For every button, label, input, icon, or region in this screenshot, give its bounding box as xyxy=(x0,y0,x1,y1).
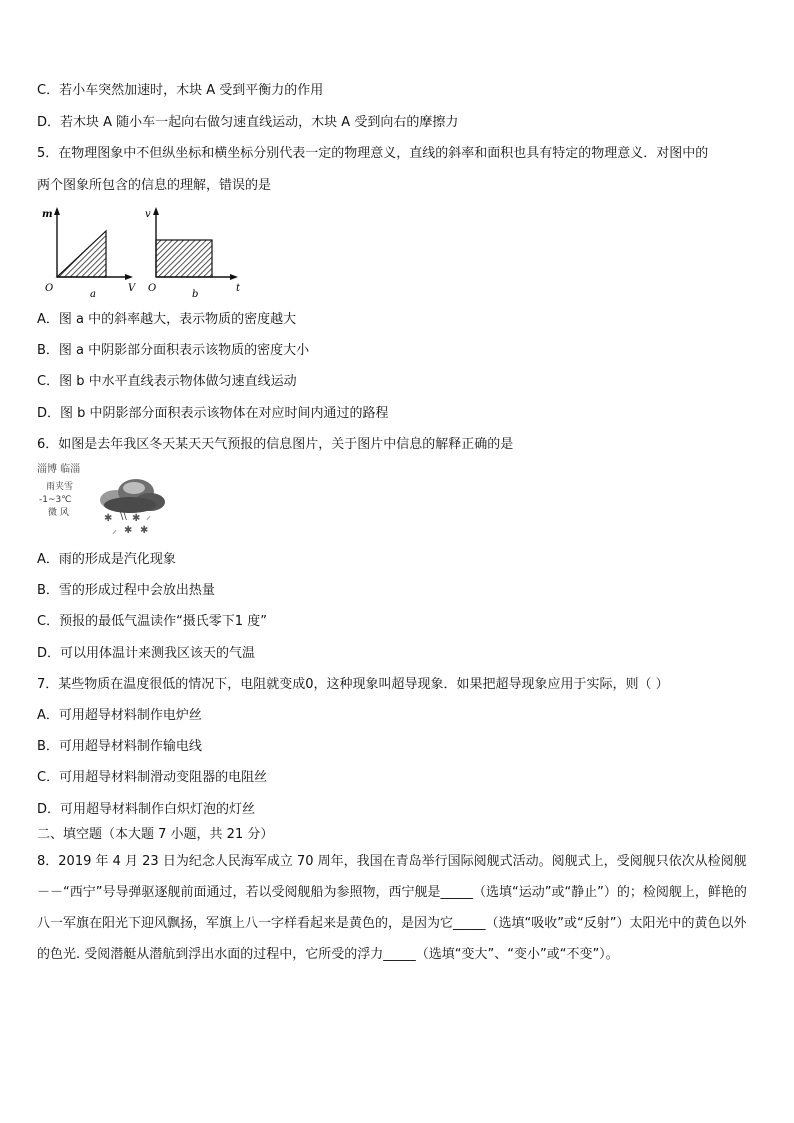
figure-b-x-arrow xyxy=(230,274,238,280)
q5-stem-line2: 两个图象所包含的信息的理解，错误的是 xyxy=(37,178,272,193)
section-2-title: 二、填空题（本大题 7 小题，共 21 分） xyxy=(37,827,274,842)
figure-b-caption: b xyxy=(192,289,199,299)
q7-stem: 7．某些物质在温度很低的情况下，电阻就变成0，这种现象叫超导现象．如果把超导现象应用于实际，则（ ） xyxy=(37,677,669,692)
q6-option-c: C．预报的最低气温读作“摄氏零下1 度” xyxy=(37,614,267,629)
q6-option-b: B．雪的形成过程中会放出热量 xyxy=(37,583,215,598)
q5-figure-b xyxy=(141,203,251,299)
q4-option-d: D．若木块 A 随小车一起向右做匀速直线运动，木块 A 受到向右的摩擦力 xyxy=(37,115,459,130)
q6-option-d: D．可以用体温计来测我区该天的气温 xyxy=(37,646,256,661)
q5-option-a: A．图 a 中的斜率越大，表示物质的密度越大 xyxy=(37,312,297,327)
svg-text:✱: ✱ xyxy=(140,525,149,536)
weather-wind: 微 风 xyxy=(48,508,69,518)
q7-option-c: C．可用超导材料制滑动变阻器的电阻丝 xyxy=(37,770,268,785)
figure-a-origin: O xyxy=(45,283,54,294)
weather-condition: 雨夹雪 xyxy=(46,482,74,492)
weather-temperature: -1~3℃ xyxy=(39,495,72,505)
q5-figure-a xyxy=(36,203,141,299)
q8-text: 8．2019 年 4 月 23 日为纪念人民海军成立 70 周年，我国在青岛举行国际阅舰式活动。阅舰式上，受阅舰只依次从检阅舰－－“西宁”号导弹驱逐舰前面通过，若以受阅舰船为参照物，西宁舰是_____（选填“运动”或“静止”）的；检阅舰上，鲜艳的八一军旗在阳光下迎风飘扬，军旗上八一字样看起来是黄色的，是因为它_____（选填“吸收”或“反射”）太阳光中的黄色以外的色光. 受阅潜艇从潜航到浮出水面的过程中，它所受的浮力_____（选填“变大”、“变小”或“不变”）。 xyxy=(37,854,747,962)
figure-a-y-label: m xyxy=(42,209,53,220)
q6-weather-image xyxy=(37,462,177,540)
svg-text:✱: ✱ xyxy=(104,513,113,524)
q4-option-c: C．若小车突然加速时，木块 A 受到平衡力的作用 xyxy=(37,83,324,98)
q7-option-a: A．可用超导材料制作电炉丝 xyxy=(37,708,202,723)
q5-option-b: B．图 a 中阴影部分面积表示该物质的密度大小 xyxy=(37,343,310,358)
figure-b-origin: O xyxy=(148,283,157,294)
q7-option-d: D．可用超导材料制作白炽灯泡的灯丝 xyxy=(37,802,256,817)
figure-b-shaded-rect xyxy=(156,240,212,277)
q7-option-b: B．可用超导材料制作输电线 xyxy=(37,739,202,754)
figure-a-y-arrow xyxy=(54,207,60,215)
svg-text:\\: \\ xyxy=(120,511,127,522)
figure-b-y-label: v xyxy=(145,209,151,220)
q6-option-a: A．雨的形成是汽化现象 xyxy=(37,552,176,567)
q5-stem-line1: 5．在物理图象中不但纵坐标和横坐标分别代表一定的物理意义，直线的斜率和面积也具有特定的物理意义．对图中的 xyxy=(37,146,709,161)
svg-text:⸝: ⸝ xyxy=(112,525,117,536)
q6-stem: 6．如图是去年我区冬天某天天气预报的信息图片，关于图片中信息的解释正确的是 xyxy=(37,437,514,452)
rain-snow-cloud-icon xyxy=(94,478,168,536)
figure-b-y-arrow xyxy=(153,207,159,215)
q5-option-c: C．图 b 中水平直线表示物体做匀速直线运动 xyxy=(37,374,297,389)
svg-text:✱: ✱ xyxy=(124,525,133,536)
svg-text:✱: ✱ xyxy=(132,513,141,524)
q5-option-d: D．图 b 中阴影部分面积表示该物体在对应时间内通过的路程 xyxy=(37,406,389,421)
figure-a-x-label: V xyxy=(128,283,136,294)
weather-city: 淄博 临淄 xyxy=(37,464,81,475)
figure-a-x-arrow xyxy=(125,274,133,280)
svg-text:⸝: ⸝ xyxy=(146,511,151,522)
figure-b-x-label: t xyxy=(236,283,241,294)
figure-a-caption: a xyxy=(90,289,96,299)
figure-a-shaded-triangle xyxy=(57,231,106,277)
